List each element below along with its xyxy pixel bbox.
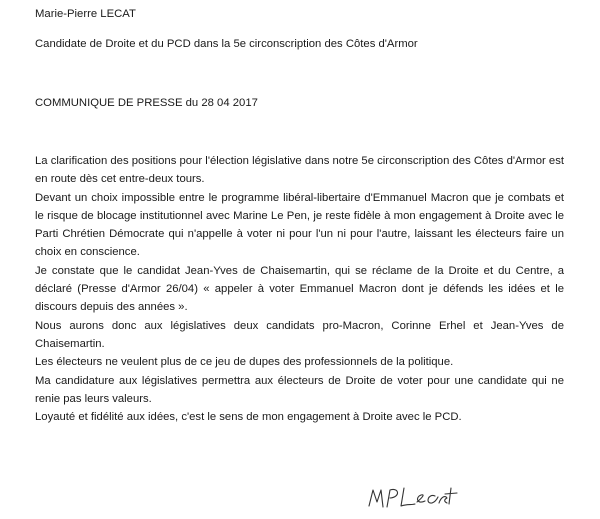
handwritten-signature (365, 482, 465, 512)
paragraph-choice: Devant un choix impossible entre le programme libéral-libertaire d'Emmanuel Macron que je combats et le risque de blocage institutionnel avec Marine Le Pen, je reste fidèle à mon engagement à Droite avec le Parti Chrétien Démocrate qui n'appelle à voter ni pour l'un ni pour l'autre, laissant les électeurs faire un choix en conscience. (35, 192, 564, 259)
paragraph-pro-macron: Nous aurons donc aux législatives deux candidats pro-Macron, Corinne Erhel et Jean-Yves de Chaisemartin. (35, 320, 564, 351)
paragraph-chaisemartin: Je constate que le candidat Jean-Yves de Chaisemartin, qui se réclame de la Droite et du Centre, a déclaré (Presse d'Armor 26/04) « appeler à voter Emmanuel Macron dont je défends les idées et le discours depuis des années ». (35, 265, 564, 314)
paragraph-candidacy: Ma candidature aux législatives permettra aux électeurs de Droite de voter pour une candidate qui ne renie pas leurs valeurs. (35, 375, 564, 406)
paragraph-voters: Les électeurs ne veulent plus de ce jeu de dupes des professionnels de la politique. (35, 356, 454, 368)
author-name: Marie-Pierre LECAT (35, 8, 136, 20)
candidacy-line: Candidate de Droite et du PCD dans la 5e circonscription des Côtes d'Armor (35, 38, 418, 50)
paragraph-loyalty: Loyauté et fidélité aux idées, c'est le sens de mon engagement à Droite avec le PCD. (35, 411, 462, 423)
press-release-heading: COMMUNIQUE DE PRESSE du 28 04 2017 (35, 97, 258, 109)
paragraph-clarification: La clarification des positions pour l'élection législative dans notre 5e circonscription des Côtes d'Armor est en route dès cet entre-deux tours. (35, 155, 564, 186)
